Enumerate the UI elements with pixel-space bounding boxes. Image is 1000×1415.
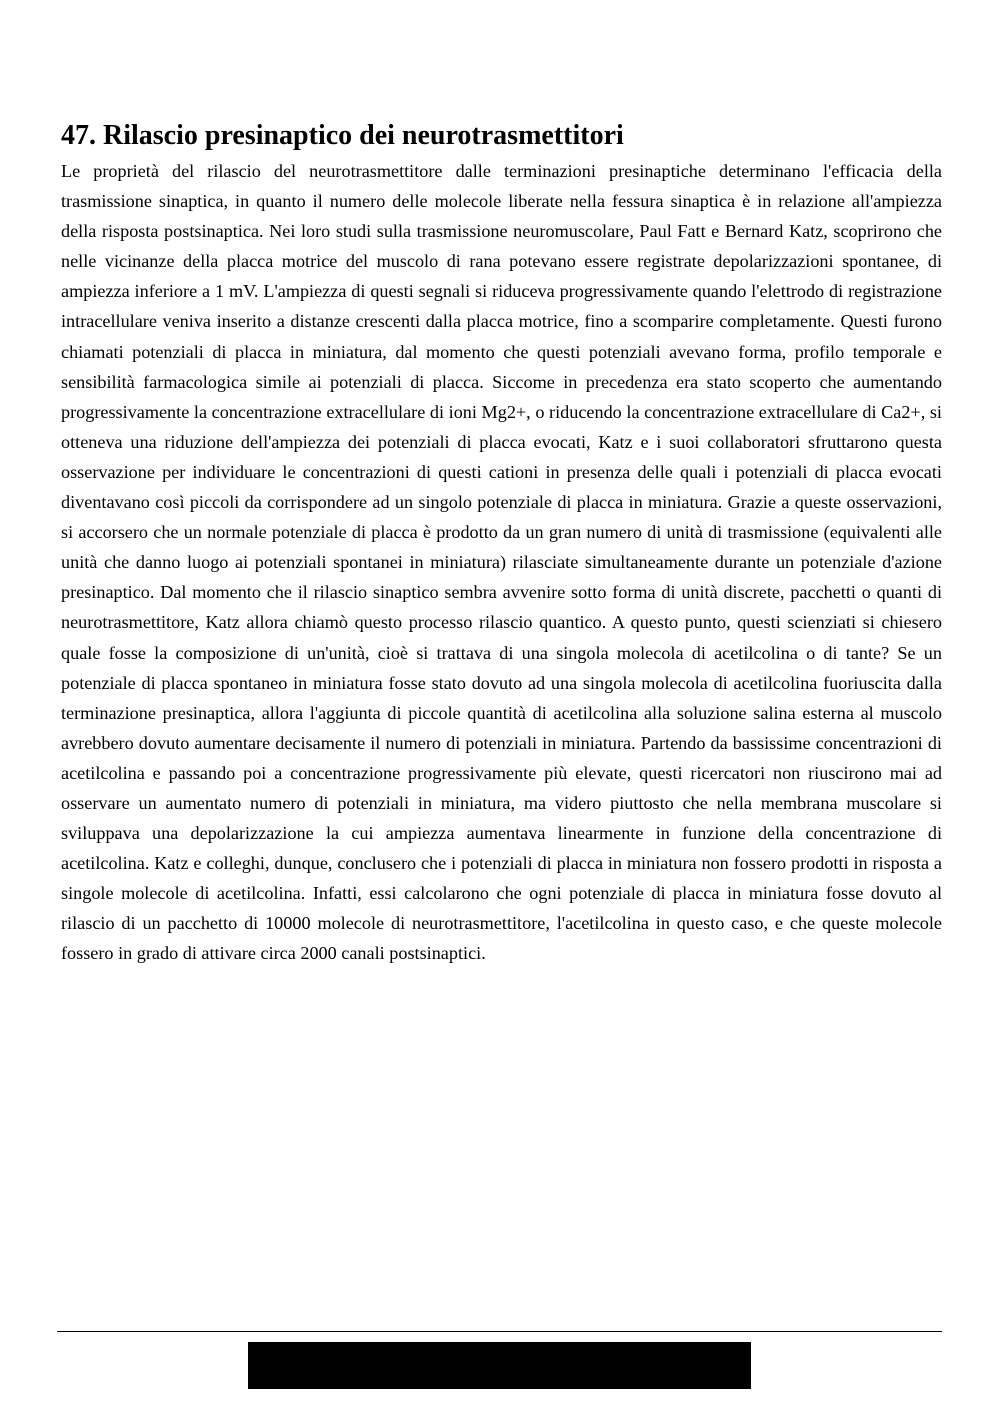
footer-divider <box>57 1331 942 1332</box>
footer-redaction-bar <box>248 1342 751 1389</box>
body-paragraph: Le proprietà del rilascio del neurotrasmettitore dalle terminazioni presinaptiche determinano l'efficacia della trasmissione sinaptica, in quanto il numero delle molecole liberate nella fessura sinaptica è in relazione all'ampiezza della risposta postsinaptica. Nei loro studi sulla trasmissione neuromuscolare, Paul Fatt e Bernard Katz, scoprirono che nelle vicinanze della placca motrice del muscolo di rana potevano essere registrate depolarizzazioni spontanee, di ampiezza inferiore a 1 mV. L'ampiezza di questi segnali si riduceva progressivamente quando l'elettrodo di registrazione intracellulare veniva inserito a distanze crescenti dalla placca motrice, fino a scomparire completamente. Questi furono chiamati potenziali di placca in miniatura, dal momento che questi potenziali avevano forma, profilo temporale e sensibilità farmacologica simile ai potenziali di placca. Siccome in precedenza era stato scoperto che aumentando progressivamente la concentrazione extracellulare di ioni Mg2+, o riducendo la concentrazione extracellulare di Ca2+, si otteneva una riduzione dell'ampiezza dei potenziali di placca evocati, Katz e i suoi collaboratori sfruttarono questa osservazione per individuare le concentrazioni di questi cationi in presenza delle quali i potenziali di placca evocati diventavano così piccoli da corrispondere ad un singolo potenziale di placca in miniatura. Grazie a queste osservazioni, si accorsero che un normale potenziale di placca è prodotto da un gran numero di unità di trasmissione (equivalenti alle unità che danno luogo ai potenziali spontanei in miniatura) rilasciate simultaneamente durante un potenziale d'azione presinaptico. Dal momento che il rilascio sinaptico sembra avvenire sotto forma di unità discrete, pacchetti o quanti di neurotrasmettitore, Katz allora chiamò questo processo rilascio quantico. A questo punto, questi scienziati si chiesero quale fosse la composizione di un'unità, cioè si trattava di una singola molecola di acetilcolina o di tante? Se un potenziale di placca spontaneo in miniatura fosse stato dovuto ad una singola molecola di acetilcolina fuoriuscita dalla terminazione presinaptica, allora l'aggiunta di piccole quantità di acetilcolina alla soluzione salina esterna al muscolo avrebbero dovuto aumentare decisamente il numero di potenziali in miniatura. Partendo da bassissime concentrazioni di acetilcolina e passando poi a concentrazione progressivamente più elevate, questi ricercatori non riuscirono mai ad osservare un aumentato numero di potenziali in miniatura, ma videro piuttosto che nella membrana muscolare si sviluppava una depolarizzazione la cui ampiezza aumentava linearmente in funzione della concentrazione di acetilcolina. Katz e colleghi, dunque, conclusero che i potenziali di placca in miniatura non fossero prodotti in risposta a singole molecole di acetilcolina. Infatti, essi calcolarono che ogni potenziale di placca in miniatura fosse dovuto al rilascio di un pacchetto di 10000 molecole di neurotrasmettitore, l'acetilcolina in questo caso, e che queste molecole fossero in grado di attivare circa 2000 canali postsinaptici. <box>61 161 942 964</box>
page-content <box>61 118 942 969</box>
section-title: 47. Rilascio presinaptico dei neurotrasmettitori <box>61 120 624 151</box>
